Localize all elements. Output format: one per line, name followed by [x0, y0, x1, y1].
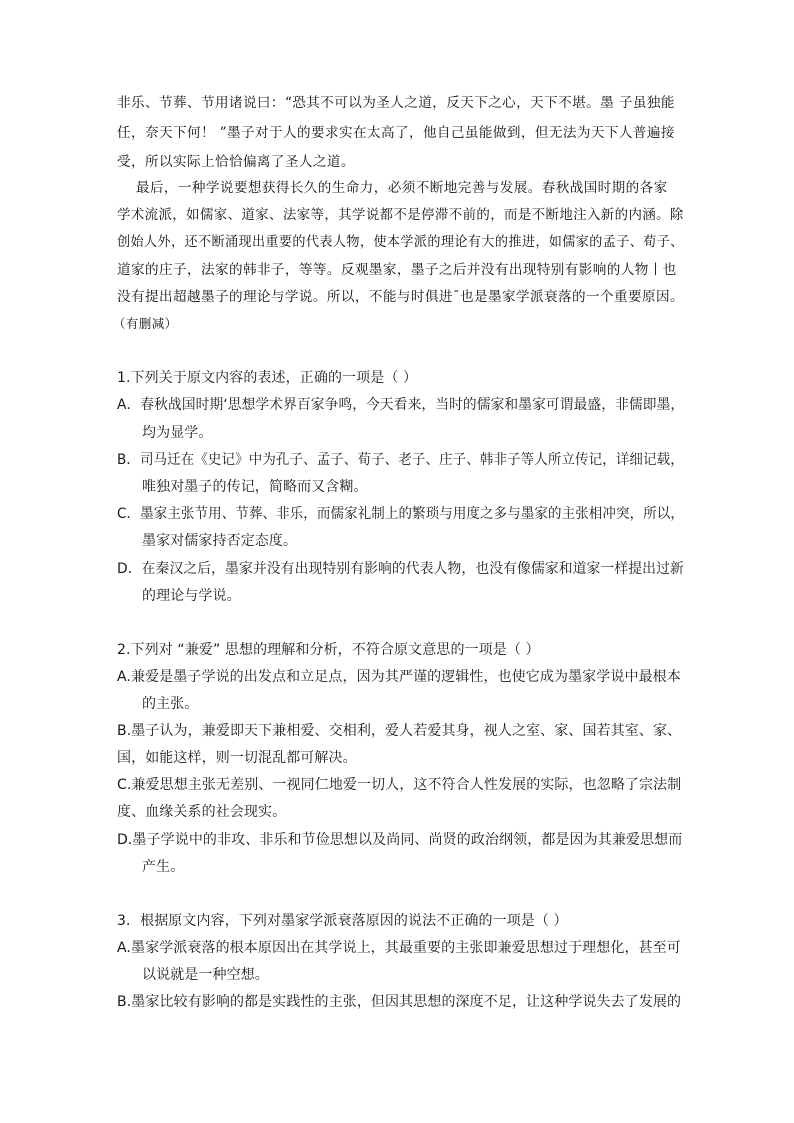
- question-2-stem: 2.下列对 “兼爱” 思想的理解和分析，不符合原文意思的一项是（ ）: [117, 642, 540, 658]
- question-2-option-a-cont: 的主张。: [142, 696, 199, 712]
- question-3-option-a-cont: 以说就是一种空想。: [142, 967, 269, 983]
- question-1-option-d-cont: 的理论与学说。: [142, 588, 241, 604]
- question-2-option-b: B.墨子认为，兼爱即天下兼相爱、交相利，爱人若爱其身，视人之室、家、国若其室、家、: [117, 723, 682, 739]
- passage-line-1: 非乐、节葬、节用诸说曰：“恐其不可以为圣人之道，反天下之心，天下不堪。墨 子虽独能: [117, 95, 675, 111]
- question-1-stem: 1.下列关于原文内容的表述，正确的一项是（ ）: [117, 370, 418, 386]
- passage-line-5: 学术流派，如儒家、道家、法家等，其学说都不是停滞不前的，而是不断地注入新的内涵。除: [117, 207, 684, 223]
- question-1-option-c: C．墨家主张节用、节葬、非乐，而儒家礼制上的繁琐与用度之多与墨家的主张相冲突，所以，: [117, 506, 684, 522]
- question-1-option-a: A．春秋战国时期‘思想学术界百家争鸣，今天看来，当时的儒家和墨家可谓最盛，非儒即墨，: [117, 397, 685, 413]
- question-3-option-b: B.墨家比较有影响的都是实践性的主张，但因其思想的深度不足，让这种学说失去了发展的: [117, 994, 682, 1010]
- question-2-option-c: C.兼爱思想主张无差别、一视同仁地爱一切人，这不符合人性发展的实际，也忽略了宗法制: [117, 777, 682, 793]
- question-1-option-b-cont: 唯独对墨子的传记，简略而又含糊。: [142, 479, 368, 495]
- passage-line-8: 没有提出超越墨子的理论与学说。所以，不能与时俱进¯也是墨家学派衰落的一个重要原因。: [117, 289, 684, 305]
- passage-source-note: （有删减）: [113, 316, 178, 331]
- question-3-stem: 3．根据原文内容，下列对墨家学派衰落原因的说法不正确的一项是（ ）: [117, 913, 568, 929]
- question-2-option-c-cont: 度、血缘关系的社会现实。: [117, 804, 287, 820]
- question-1-option-b: B．司马迁在《史记》中为孔子、孟子、荀子、老子、庄子、韩非子等人所立传记，详细记载，: [117, 452, 684, 468]
- question-3-option-a: A.墨家学派衰落的根本原因出在其学说上，其最重要的主张即兼爱思想过于理想化，甚至可: [117, 940, 681, 956]
- passage-line-6: 创始人外，还不断涌现出重要的代表人物，使本学派的理论有大的推进，如儒家的孟子、荀子、: [117, 234, 684, 250]
- passage-line-4: 最后，一种学说要想获得长久的生命力，必须不断地完善与发展。春秋战国时期的各家: [117, 180, 668, 196]
- question-2-option-a: A.兼爱是墨子学说的出发点和立足点，因为其严谨的逻辑性，也使它成为墨家学说中最根本: [117, 669, 681, 685]
- passage-line-3: 受，所以实际上恰恰偏离了圣人之道。: [117, 154, 355, 170]
- question-1-option-a-cont: 均为显学。: [142, 425, 213, 441]
- question-2-option-b-cont: 国，如能这样，则一切混乱都可解决。: [117, 750, 357, 766]
- question-1-option-d: D．在秦汉之后，墨家并没有出现特别有影响的代表人物，也没有像儒家和道家一样提出过新: [117, 561, 684, 577]
- question-1-option-c-cont: 墨家对儒家持否定态度。: [142, 533, 298, 549]
- question-2-option-d: D.墨子学说中的非攻、非乐和节俭思想以及尚同、尚贤的政治纲领，都是因为其兼爱思想而: [117, 832, 683, 848]
- passage-line-2: 任，奈天下何！ ”墨子对于人的要求实在太高了，他自己虽能做到，但无法为天下人普遍接: [117, 125, 675, 141]
- passage-line-7: 道家的庄子，法家的韩非子，等等。反观墨家，墨子之后并没有出现特别有影响的人物丨也: [117, 262, 677, 278]
- question-2-option-d-cont: 产生。: [142, 859, 185, 875]
